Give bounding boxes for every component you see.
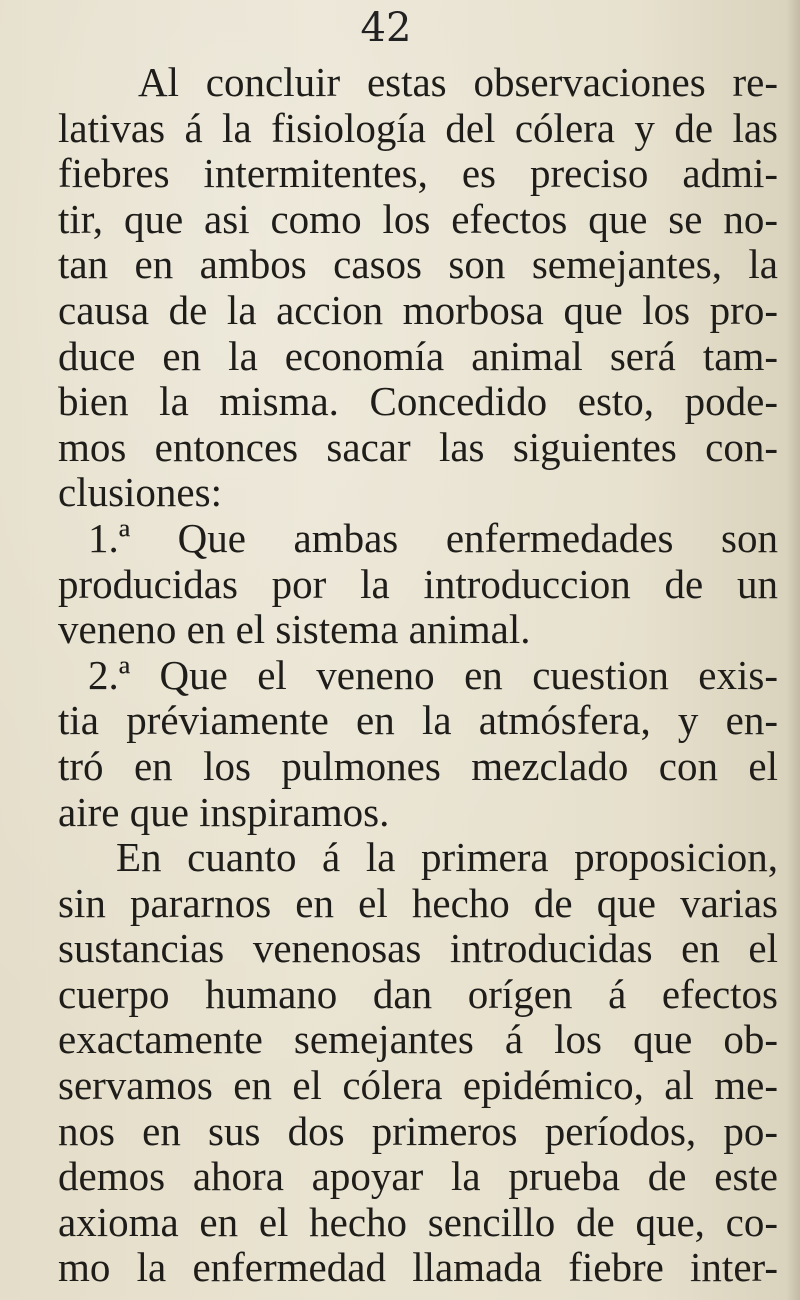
text-line: 2.ª Que el veneno en cuestion exis- <box>88 651 778 698</box>
text-line: En cuanto á la primera proposicion, <box>116 834 778 881</box>
text-line: duce en la economía animal será tam- <box>58 332 778 379</box>
text-line: producidas por la introduccion de un <box>58 560 778 607</box>
text-line: causa de la accion morbosa que los pro- <box>58 286 778 333</box>
body-text <box>58 60 778 1291</box>
text-line: servamos en el cólera epidémico, al me- <box>58 1062 778 1109</box>
text-line: axioma en el hecho sencillo de que, co- <box>58 1198 778 1245</box>
text-line: tró en los pulmones mezclado con el <box>58 742 778 789</box>
text-line: tir, que asi como los efectos que se no- <box>58 195 778 242</box>
page-edge-shadow <box>786 0 800 1300</box>
text-line: tia préviamente en la atmósfera, y en- <box>58 697 778 744</box>
text-line: bien la misma. Concedido esto, pode- <box>58 378 778 425</box>
text-line: lativas á la fisiología del cólera y de las <box>58 104 778 151</box>
text-line: sin pararnos en el hecho de que varias <box>58 879 778 926</box>
text-line: clusiones: <box>58 469 222 516</box>
text-line: nos en sus dos primeros períodos, po- <box>58 1107 778 1154</box>
text-line: mos entonces sacar las siguientes con- <box>58 423 778 470</box>
text-line: exactamente semejantes á los que ob- <box>58 1016 778 1063</box>
text-line: fiebres intermitentes, es preciso admi- <box>58 150 778 197</box>
text-line: sustancias venenosas introducidas en el <box>58 925 778 972</box>
text-line: veneno en el sistema animal. <box>58 606 531 653</box>
text-line: cuerpo humano dan orígen á efectos <box>58 970 778 1017</box>
text-line: Al concluir estas observaciones re- <box>138 59 778 105</box>
text-line: tan en ambos casos son semejantes, la <box>58 241 778 288</box>
text-line: 1.ª Que ambas enfermedades son <box>88 514 778 561</box>
text-line: aire que inspiramos. <box>58 788 390 835</box>
page-number: 42 <box>360 5 412 51</box>
text-line: demos ahora apoyar la prueba de este <box>58 1153 778 1200</box>
text-line: mo la enfermedad llamada fiebre inter- <box>58 1244 778 1291</box>
